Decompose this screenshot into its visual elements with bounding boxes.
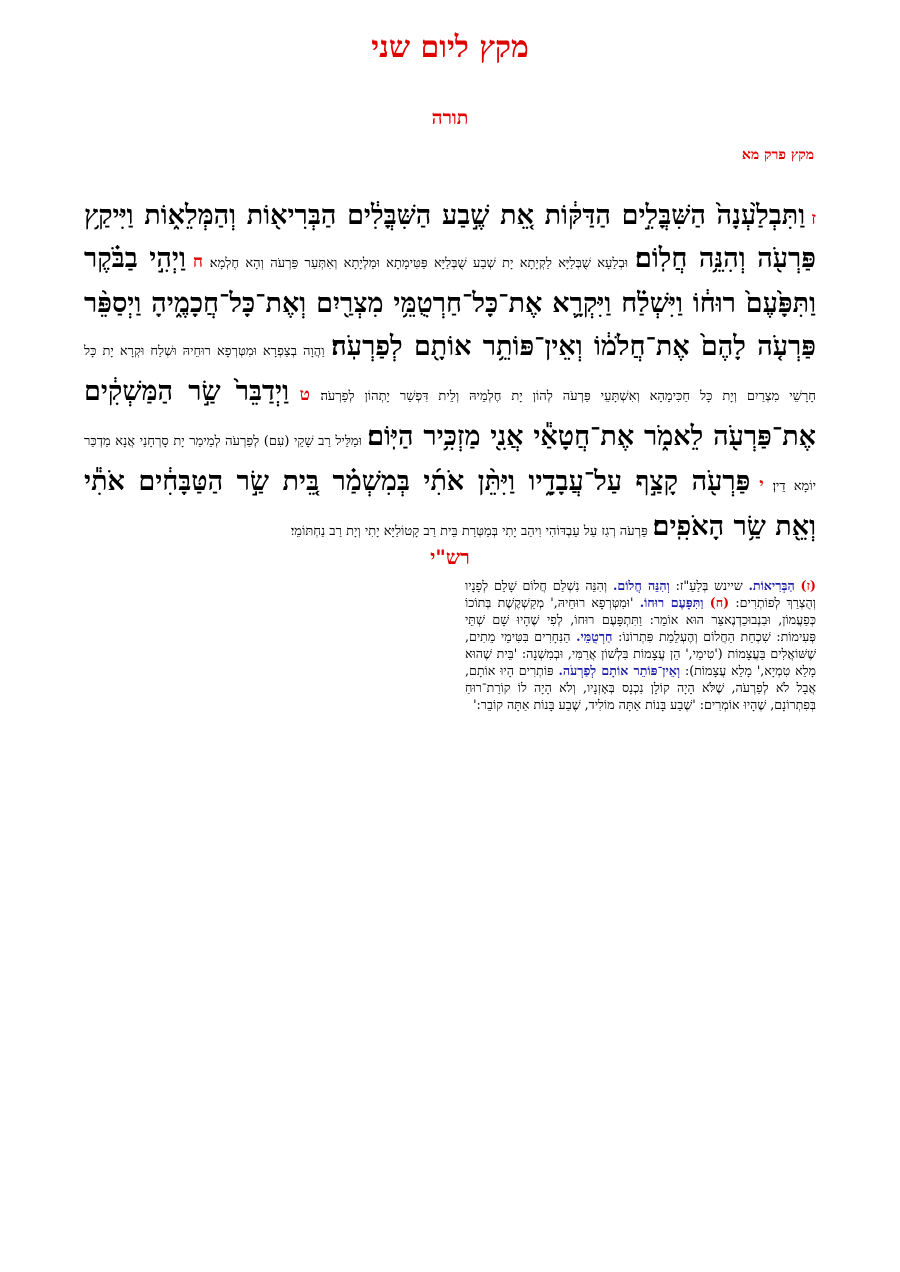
verse-hebrew: פַּרְעֹ֖ה קָצַ֣ף עַל־עֲבָדָ֑יו וַיִּתֵּ֨ן אֹתִ֜י בְּמִשְׁמַ֗ר בֵּ֚ית שַׂ֣ר הַטַּבָּחִ֔ים אֹתִ֕י וְאֵ֖ת שַׂ֥ר הָאֹפִֽים׃ bbox=[84, 466, 816, 542]
verse-hebrew: וַיְהִ֣י בַבֹּ֗קֶר וַתִּפָּ֙עֶם֙ רוּח֔וֹ וַיִּשְׁלַ֗ח וַיִּקְרָ֛א אֶת־כָּל־חַרְטֻמֵּ֥י מִצְרַ֖יִם וְאֶת־כָּל־חֲכָמֶ֑יהָ וַיְסַפֵּ֨ר פַּרְעֹ֤ה לָהֶם֙ אֶת־חֲלֹמ֔וֹ וְאֵין־פּוֹתֵ֥ר אוֹתָ֖ם לְפַרְעֹֽה׃ bbox=[84, 243, 816, 362]
verse-number: ט bbox=[299, 385, 310, 405]
verse-number: ז bbox=[811, 209, 816, 229]
rashi-entry bbox=[670, 578, 816, 593]
rashi-heading: וַתִּפָּעֶם רוּחוֹ. bbox=[639, 595, 704, 610]
rashi-heading: חַרְטֻמֵּי. bbox=[576, 629, 613, 644]
rashi-text: הַנִּחָרִים בִּטִּימֵי מֵתִים, שֶׁשּׁוֹאֲלִים בַּעֲצָמוֹת ('טִימֵי,' הֵן עֲצָמוֹת בִּלְשׁוֹן אֲרַמִּי, וּבְמִשְׁנָה: 'בֵּית שֶׁהוּא מָלֵא טִמְיָא,' מָלֵא עֲצָמוֹת): bbox=[465, 629, 816, 678]
rashi-heading: וְאֵין־פּוֹתֵר אוֹתָם לְפַרְעֹה. bbox=[558, 663, 681, 678]
rashi-text: וְהִנֵּה נִשְׁלַם חֲלוֹם שָׁלֵם לְפָנָיו וְהֻצְרַךְ לְפוֹתְרִים: bbox=[465, 578, 816, 610]
rashi-text: שיינש בְּלַעַ"ז: bbox=[675, 578, 743, 593]
page-title: מקץ ליום שני bbox=[371, 30, 529, 65]
verse-hebrew: וַיְדַבֵּר֙ שַׂ֣ר הַמַּשְׁקִ֔ים אֶת־פַּרְעֹ֖ה לֵאמֹ֑ר אֶת־חֲטָאַ֕י אֲנִ֖י מַזְכִּ֥יר הַיּֽוֹם׃ bbox=[84, 376, 816, 452]
rashi-ref: (ז) bbox=[800, 578, 816, 593]
verse-targum: וּבְלַעָא שֻׁבְּלַיָּא לַקְיָתָא יָת שְׁבַע שֻׁבְּלַיָּא פַּטִּימָתָא וּמַלְיָתָא וְאִתְּעַר פַּרְעֹה וְהָא חֶלְמָא׃ bbox=[209, 256, 629, 271]
verse-targum: וַהֲוָה בְצַפְרָא וּמִטְּרְפָא רוּחֵיהּ וּשְׁלַח וּקְרָא יָת כָּל חָרָשֵׁי מִצְרַיִם וְיָת כָּל חַכִּימָהָא וְאִשְׁתָּעֵי פַּרְעֹה לְהוֹן יָת חֶלְמֵיהּ וְלֵית דִּפְשַׁר יָתְהוֹן לְפַרְעֹה׃ bbox=[84, 344, 816, 404]
verse bbox=[84, 466, 816, 542]
rashi-text: פּוֹתְרִים הָיוּ אוֹתָם, אֲבָל לֹא לְפַרְעֹה, שֶׁלֹּא הָיָה קוֹלָן נִכְנָס בְּאָזְנָיו, וְלֹא הָיָה לוֹ קוֹרַת־רוּחַ בְּפִתְרוֹנָם, שֶׁהָיוּ אוֹמְרִים: 'שֶׁבַע בָּנוֹת אַתָּה מוֹלִיד, שֶׁבַע בָּנוֹת אַתָּה קוֹבֵר:' bbox=[465, 663, 816, 712]
rashi-commentary bbox=[84, 577, 816, 797]
rashi-heading: וְהִנֵּה חֲלוֹם. bbox=[612, 578, 670, 593]
section-title: תורה bbox=[431, 107, 469, 129]
verse-targum: וּמַלֵּיל רַב שָׁקֵי (עִם) לְפַרְעֹה לְמֵימַר יָת סָרְחָנַי אֲנָא מַדְכַּר יוֹמָא דֵין׃ bbox=[84, 434, 816, 494]
verse-hebrew: וַתִּבְלַ֙עְנָה֙ הַשִּׁבֳּלִ֣ים הַדַּקּ֔וֹת אֵ֚ת שֶׁ֣בַע הַשִּׁבֳּלִ֔ים הַבְּרִיא֖וֹת וְהַמְּלֵא֑וֹת וַיִּיקַ֥ץ פַּרְעֹ֖ה וְהִנֵּ֥ה חֲלֽוֹם׃ bbox=[84, 200, 816, 274]
torah-text bbox=[84, 196, 816, 552]
chapter-label: מקץ פרק מא bbox=[741, 147, 814, 163]
rashi-ref: (ח) bbox=[709, 595, 730, 610]
rashi-text: 'וּמִטְּרְפָא רוּחֵיהּ,' מְקַשְׁקֶשֶׁת בְּתוֹכוֹ כְּפַעֲמוֹן, וּבִנְבוּכַדְנֶאצַּר הוּא אוֹמֵר: וַתִּתְפָּעֶם רוּחוֹ, לְפִי שֶׁהָיוּ שָׁם שְׁתֵּי פְּעִימוֹת: שִׁכְחַת הַחֲלוֹם וְהֶעְלֵמַת פִּתְרוֹנוֹ: bbox=[465, 595, 816, 644]
verse-targum: פַּרְעֹה רְגִז עַל עַבְדּוֹהִי וִיהַב יָתִי בְּמַטְּרַת בֵּית רַב קָטוֹלַיָּא יָתִי וְיָת רַב נַחְתּוֹמֵי׃ bbox=[290, 524, 648, 539]
rashi-heading: הַבְּרִיאוֹת. bbox=[748, 578, 795, 593]
rashi-title: רש"י bbox=[430, 545, 470, 569]
verse-number: ח bbox=[192, 252, 203, 272]
verse-number: י bbox=[759, 475, 764, 495]
